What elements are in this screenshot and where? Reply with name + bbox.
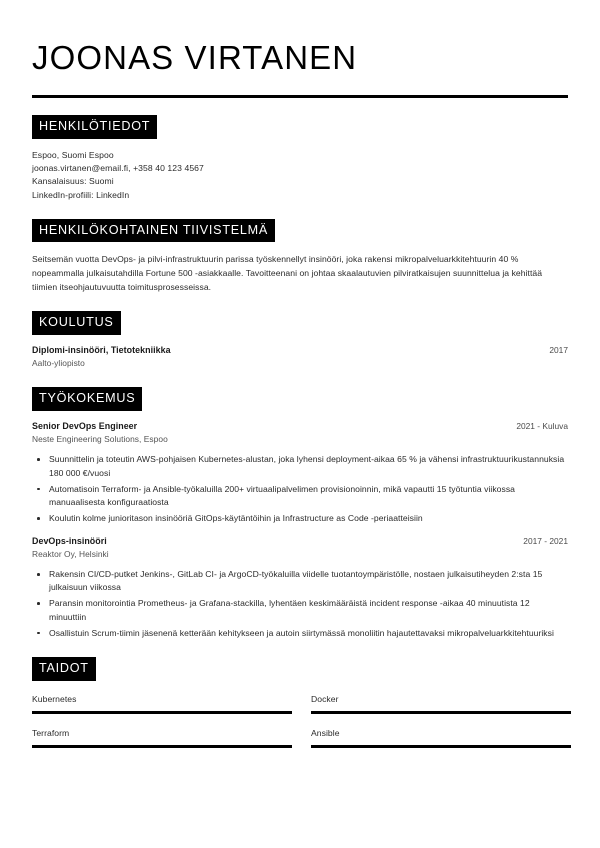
skill-item — [32, 693, 292, 714]
skill-level-bar — [311, 711, 571, 714]
education-entry — [32, 344, 568, 371]
experience-bullet-list — [32, 453, 568, 525]
skill-item — [32, 727, 292, 748]
summary-paragraph: Seitsemän vuotta DevOps- ja pilvi-infrastruktuurin parissa työskennellyt insinööri, joka rakensi mikropalveluarkkitehtuurin 40 % nopeammalla julkaisutahdilla Fortune 500 -asiakkaalle. Tavoitteenani on johtaa skaalautuvien pilviratkaisujen suunnittelua ja kehittää tiimien itseohjautuvuutta toimitusprosesseissa. — [32, 254, 543, 293]
experience-date: 2017 - 2021 — [523, 535, 568, 546]
section-heading-summary: HENKILÖKOHTAINEN TIIVISTELMÄ — [32, 219, 275, 243]
experience-date: 2021 - Kuluva — [516, 420, 568, 431]
experience-job-title: DevOps-insinööri — [32, 535, 107, 546]
experience-company: Neste Engineering Solutions, Espoo — [32, 434, 168, 445]
experience-bullet: Osallistuin Scrum-tiimin jäsenenä ketterään kehitykseen ja autoin siirtymässä monoliitin hajautettavaksi mikropalveluarkkitehtuuriksi — [32, 627, 568, 640]
experience-entry-header — [32, 420, 568, 432]
skill-label: Ansible — [311, 727, 340, 738]
skill-label: Kubernetes — [32, 693, 77, 704]
section-experience — [32, 387, 568, 640]
education-institution: Aalto-yliopisto — [32, 358, 85, 369]
experience-bullet: Automatisoin Terraform- ja Ansible-työkaluilla 200+ virtuaalipalvelimen provisionoinnin, mikä vapautti 15 työtuntia viikossa manuaalisesta konfiguraatiosta — [32, 483, 568, 510]
section-education — [32, 311, 568, 370]
skill-label: Docker — [311, 693, 339, 704]
skills-grid — [32, 693, 571, 748]
header-divider — [32, 95, 568, 98]
contact-details-list — [32, 149, 568, 202]
section-heading-education: KOULUTUS — [32, 311, 121, 335]
experience-job-title: Senior DevOps Engineer — [32, 420, 138, 431]
section-heading-skills: TAIDOT — [32, 657, 96, 681]
experience-bullet-list — [32, 568, 568, 640]
skill-item — [311, 727, 571, 748]
section-summary — [32, 219, 568, 295]
skill-level-bar — [32, 711, 292, 714]
resume-header — [32, 0, 568, 98]
experience-entry — [32, 535, 568, 641]
candidate-name: JOONAS VIRTANEN — [32, 39, 358, 76]
education-degree: Diplomi-insinööri, Tietotekniikka — [32, 344, 171, 355]
skill-level-bar — [311, 745, 571, 748]
contact-nationality: Kansalaisuus: Suomi — [32, 176, 114, 187]
section-heading-experience: TYÖKOKEMUS — [32, 387, 142, 411]
education-date: 2017 — [549, 344, 568, 355]
experience-entry — [32, 420, 568, 526]
experience-bullet: Suunnittelin ja toteutin AWS-pohjaisen Kubernetes-alustan, joka lyhensi deployment-aikaa 65 % ja vähensi infrastruktuurikustannuksia 180 000 €/vuosi — [32, 453, 568, 480]
section-personal-details — [32, 115, 568, 201]
education-entry-header — [32, 344, 568, 356]
contact-location: Espoo, Suomi Espoo — [32, 149, 114, 160]
experience-company: Reaktor Oy, Helsinki — [32, 549, 109, 560]
skill-item — [311, 693, 571, 714]
contact-email-phone: joonas.virtanen@email.fi, +358 40 123 4567 — [32, 163, 204, 174]
contact-linkedin: LinkedIn-profiili: LinkedIn — [32, 189, 130, 200]
experience-bullet: Koulutin kolme junioritason insinööriä GitOps-käytäntöihin ja Infrastructure as Code -periaatteisiin — [32, 512, 568, 525]
skill-label: Terraform — [32, 727, 70, 738]
section-heading-personal-details: HENKILÖTIEDOT — [32, 115, 157, 139]
section-skills — [32, 657, 568, 748]
experience-bullet: Paransin monitorointia Prometheus- ja Grafana-stackilla, lyhentäen keskimääräistä incident response -aikaa 40 minuutista 12 minuuttiin — [32, 597, 568, 624]
experience-entry-header — [32, 535, 568, 547]
experience-bullet: Rakensin CI/CD-putket Jenkins-, GitLab CI- ja ArgoCD-työkaluilla viidelle tuotantoympäristölle, nostaen julkaisutiheyden 2:sta 15 julkaisuun viikossa — [32, 568, 568, 595]
skill-level-bar — [32, 745, 292, 748]
